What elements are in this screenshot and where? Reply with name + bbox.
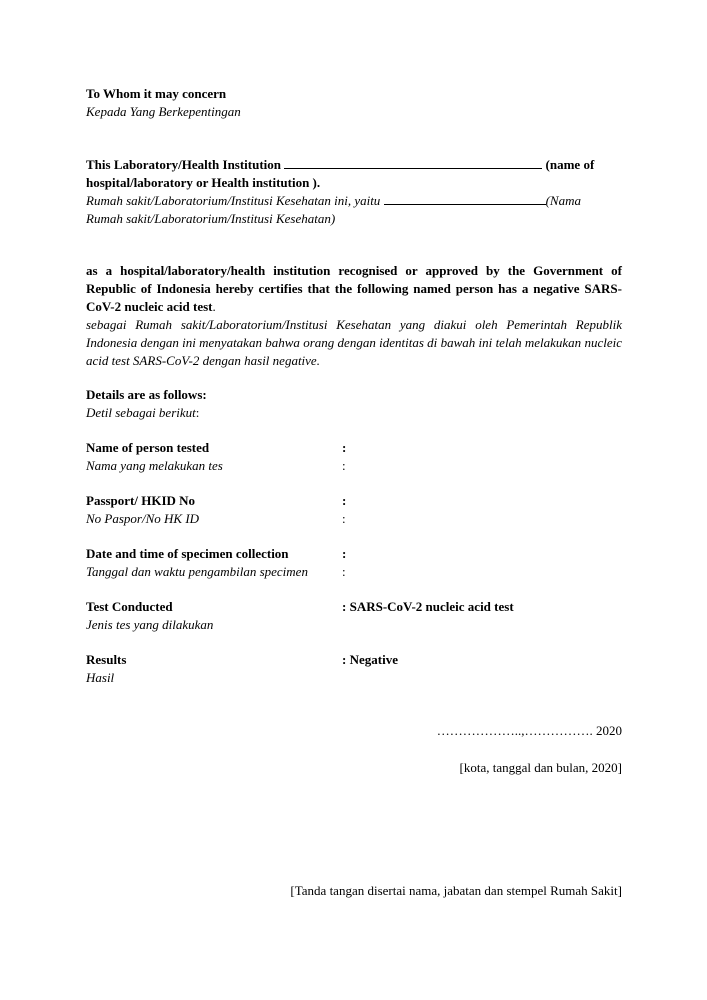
institution-id-suffix-1: (Nama [545, 193, 581, 208]
institution-id-suffix-2: Rumah sakit/Laboratorium/Institusi Kesehatan) [86, 211, 336, 226]
field-value [342, 598, 514, 616]
field-separator: : [342, 440, 347, 455]
field-label-id: Hasil [86, 670, 115, 685]
signature-hint: [Tanda tangan disertai nama, jabatan dan stempel Rumah Sakit] [290, 883, 622, 898]
field-label-en: Test Conducted [86, 599, 173, 614]
field-label-id: Tanggal dan waktu pengambilan specimen [86, 564, 308, 579]
institution-en-suffix-2: hospital/laboratory or Health institution ). [86, 175, 321, 190]
field-label-id: Jenis tes yang dilakukan [86, 617, 214, 632]
institution-paragraph [86, 155, 622, 228]
field-label-id: Nama yang melakukan tes [86, 458, 223, 473]
field-separator: : [342, 493, 347, 508]
institution-name-blank[interactable] [284, 155, 542, 169]
institution-en-prefix: This Laboratory/Health Institution [86, 157, 282, 172]
results-value: Negative [349, 652, 398, 667]
field-value [342, 651, 398, 669]
salutation-en: To Whom it may concern [86, 86, 227, 101]
field-separator: : [342, 546, 347, 561]
details-id-colon: : [195, 405, 200, 420]
field-label-en: Date and time of specimen collection [86, 546, 289, 561]
institution-en-suffix-1: (name of [545, 157, 595, 172]
field-separator-id: : [342, 511, 346, 526]
field-separator: : [342, 652, 347, 667]
date-line[interactable]: ………………..,……………. 2020 [436, 723, 622, 738]
certification-en: as a hospital/laboratory/health institution recognised or approved by the Government of Republic of Indonesia hereby certifies that the following named person has a negative SARS-CoV-2 nucleic acid test [86, 263, 622, 314]
certification-en-end: . [212, 299, 216, 314]
field-label-en: Passport/ HKID No [86, 493, 196, 508]
field-label-en: Name of person tested [86, 440, 210, 455]
salutation-id: Kepada Yang Berkepentingan [86, 104, 241, 119]
certification-paragraph [86, 262, 622, 370]
institution-id-prefix: Rumah sakit/Laboratorium/Institusi Kesehatan ini, yaitu [86, 193, 381, 208]
field-separator-id: : [342, 564, 346, 579]
date-hint: [kota, tanggal dan bulan, 2020] [459, 760, 622, 775]
test-conducted-value: SARS-CoV-2 nucleic acid test [349, 599, 514, 614]
field-separator-id: : [342, 458, 346, 473]
certification-id: sebagai Rumah sakit/Laboratorium/Institusi Kesehatan yang diakui oleh Pemerintah Republik Indonesia dengan ini menyatakan bahwa orang dengan identitas di bawah ini telah melakukan nucleic acid test SARS-CoV-2 dengan hasil negative. [86, 317, 622, 368]
details-id: Detil sebagai berikut [86, 405, 196, 420]
institution-name-blank-id[interactable] [384, 192, 546, 205]
details-heading [86, 386, 622, 422]
field-label-en: Results [86, 652, 127, 667]
field-separator: : [342, 599, 347, 614]
details-en: Details are as follows: [86, 387, 207, 402]
salutation [86, 85, 622, 121]
field-label-id: No Paspor/No HK ID [86, 511, 200, 526]
